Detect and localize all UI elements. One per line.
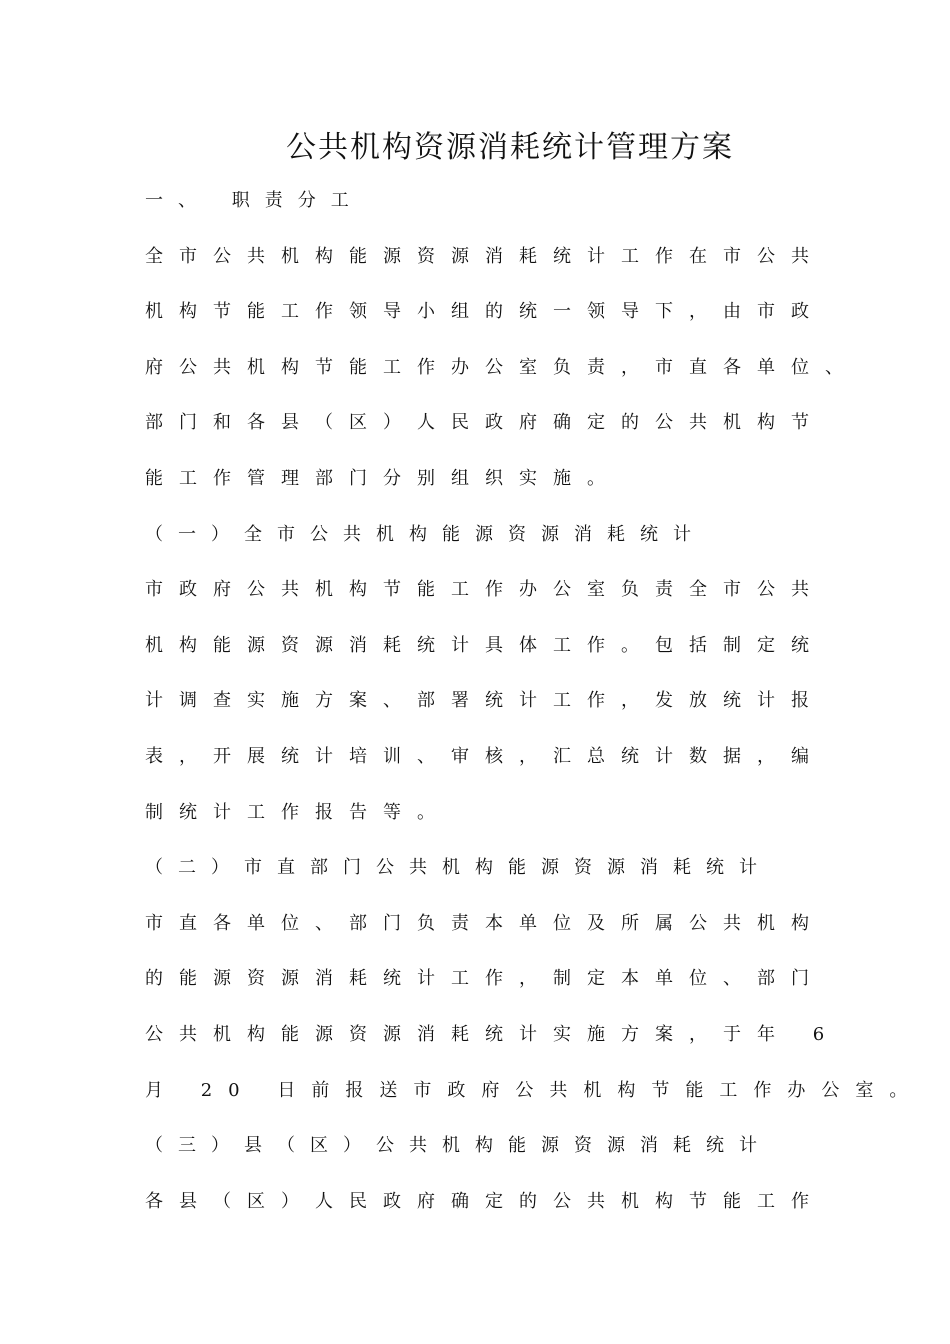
body-line: 表，开展统计培训、审核，汇总统计数据，编	[145, 745, 825, 767]
body-line: 公共机构能源资源消耗统计实施方案，于年 6	[145, 1023, 841, 1045]
body-line: 能工作管理部门分别组织实施。	[145, 467, 621, 489]
document-title: 公共机构资源消耗统计管理方案	[286, 130, 734, 165]
body-line: 市政府公共机构节能工作办公室负责全市公共	[145, 579, 825, 601]
body-line: 制统计工作报告等。	[145, 801, 451, 823]
subsection-heading-3: （三）县（区）公共机构能源资源消耗统计	[145, 1135, 772, 1157]
body-line: 府公共机构节能工作办公室负责，市直各单位、	[145, 356, 859, 378]
subsection-heading-1: （一）全市公共机构能源资源消耗统计	[145, 523, 706, 545]
section-heading-1: 一、 职责分工	[145, 190, 364, 211]
body-line: 机构能源资源消耗统计具体工作。包括制定统	[145, 634, 825, 656]
body-line: 市直各单位、部门负责本单位及所属公共机构	[145, 912, 825, 934]
document-body	[145, 183, 935, 1239]
body-line: 各县（区）人民政府确定的公共机构节能工作	[145, 1190, 825, 1212]
body-line: 计调查实施方案、部署统计工作，发放统计报	[145, 690, 825, 712]
body-line: 机构节能工作领导小组的统一领导下，由市政	[145, 301, 825, 323]
body-line: 部门和各县（区）人民政府确定的公共机构节	[145, 412, 825, 434]
body-line: 全市公共机构能源资源消耗统计工作在市公共	[145, 245, 825, 267]
subsection-heading-2: （二）市直部门公共机构能源资源消耗统计	[145, 857, 772, 879]
body-line: 的能源资源消耗统计工作，制定本单位、部门	[145, 968, 825, 990]
body-line: 月 20 日前报送市政府公共机构节能工作办公室。	[145, 1079, 924, 1101]
